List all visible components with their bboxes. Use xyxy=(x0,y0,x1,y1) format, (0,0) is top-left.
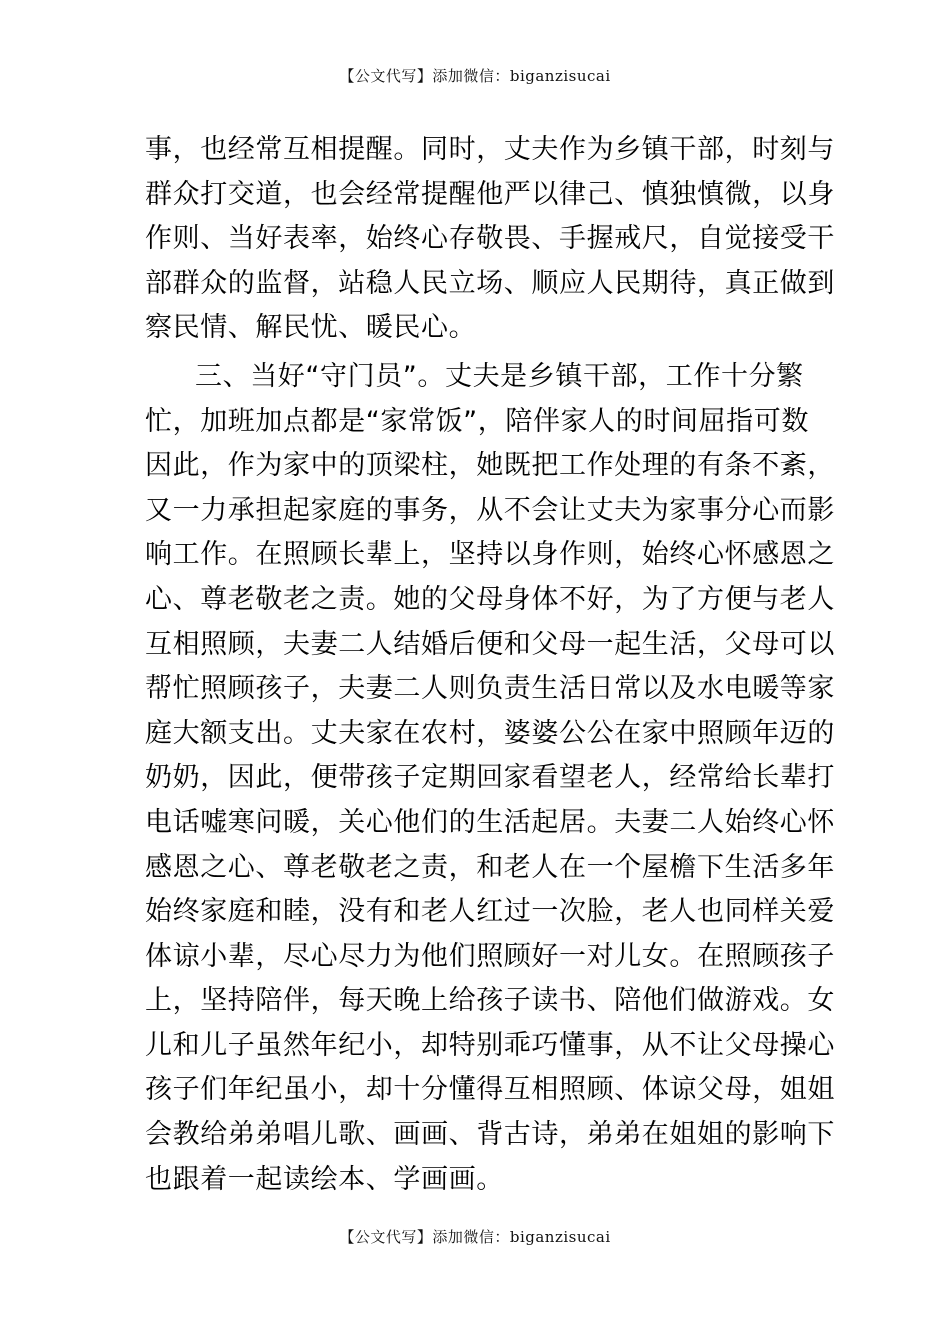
text-line: 群众打交道，也会经常提醒他严以律己、慎独慎微，以身 xyxy=(145,178,835,210)
text-line: 部群众的监督，站稳人民立场、顺应人民期待，真正做到 xyxy=(145,267,835,299)
text-line: 又一力承担起家庭的事务，从不会让丈夫为家事分心而影 xyxy=(145,494,835,526)
text-line: 三、当好“守门员”。丈夫是乡镇干部，工作十分繁 xyxy=(195,360,804,392)
text-line: 孩子们年纪虽小，却十分懂得互相照顾、体谅父母，姐姐 xyxy=(145,1074,835,1106)
text-line: 始终家庭和睦，没有和老人红过一次脸，老人也同样关爱 xyxy=(145,896,835,928)
text-line: 作则、当好表率，始终心存敬畏、手握戒尺，自觉接受干 xyxy=(145,223,835,255)
paragraph-2 xyxy=(145,355,835,1202)
text-line: 庭大额支出。丈夫家在农村，婆婆公公在家中照顾年迈的 xyxy=(145,717,835,749)
text-line: 察民情、解民忧、暖民心。 xyxy=(145,312,477,344)
text-line: 体谅小辈，尽心尽力为他们照顾好一对儿女。在照顾孩子 xyxy=(145,940,835,972)
text-line: 心、尊老敬老之责。她的父母身体不好，为了方便与老人 xyxy=(145,583,835,615)
text-line: 也跟着一起读绘本、学画画。 xyxy=(145,1163,504,1195)
text-line: 感恩之心、尊老敬老之责，和老人在一个屋檐下生活多年 xyxy=(145,851,835,883)
text-line: 互相照顾，夫妻二人结婚后便和父母一起生活，父母可以 xyxy=(145,628,835,660)
page-footer-watermark: 【公文代写】添加微信：biganzisucai xyxy=(339,1228,611,1246)
document-body xyxy=(145,128,835,1202)
text-line: 电话嘘寒问暖，关心他们的生活起居。夫妻二人始终心怀 xyxy=(145,806,835,838)
text-line: 上，坚持陪伴，每天晚上给孩子读书、陪他们做游戏。女 xyxy=(145,985,835,1017)
text-line: 帮忙照顾孩子，夫妻二人则负责生活日常以及水电暖等家 xyxy=(145,673,835,705)
text-line: 忙，加班加点都是“家常饭”，陪伴家人的时间屈指可数 xyxy=(145,405,809,437)
text-line: 会教给弟弟唱儿歌、画画、背古诗，弟弟在姐姐的影响下 xyxy=(145,1119,835,1151)
text-line: 因此，作为家中的顶梁柱，她既把工作处理的有条不紊， xyxy=(145,450,835,482)
paragraph-1 xyxy=(145,128,835,351)
text-line: 事，也经常互相提醒。同时，丈夫作为乡镇干部，时刻与 xyxy=(145,134,835,165)
text-line: 儿和儿子虽然年纪小，却特别乖巧懂事，从不让父母操心 xyxy=(145,1029,835,1061)
page-header-watermark: 【公文代写】添加微信：biganzisucai xyxy=(339,67,611,85)
text-line: 奶奶，因此，便带孩子定期回家看望老人，经常给长辈打 xyxy=(145,762,835,794)
text-line: 响工作。在照顾长辈上，坚持以身作则，始终心怀感恩之 xyxy=(145,539,835,571)
